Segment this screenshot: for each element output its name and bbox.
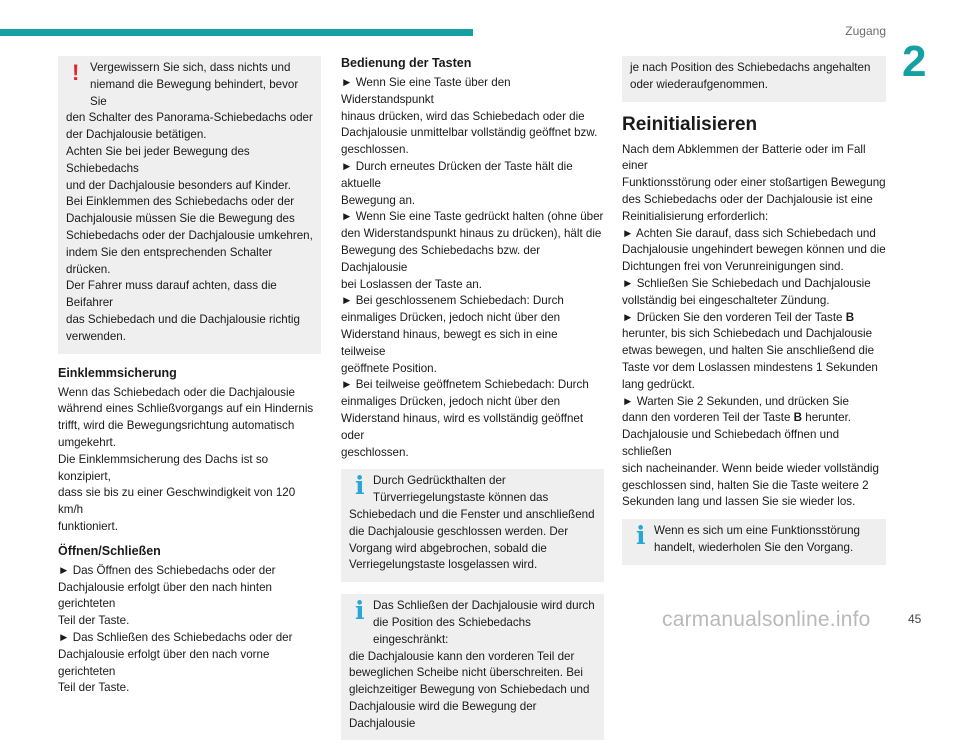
- column-middle: [341, 56, 604, 752]
- column-right: [622, 56, 886, 577]
- info-icon: i: [355, 596, 365, 626]
- heading-reinitialisieren: Reinitialisieren: [622, 113, 758, 135]
- paragraph-bedienung: ► Wenn Sie eine Taste über den Widerstandspunkt hinaus drücken, wird das Schiebedach oder die Dachjalousie unmittelbar vollständig geöffnet bzw. geschlossen. ► Durch erneutes Drücken der Taste hält die aktuelle Bewegung an. ► Wenn Sie eine Taste gedrückt halten (ohne über den Widerstandspunkt hinaus zu drücken), hält die Bewegung des Schiebedachs bzw. der Dachjalousie bei Loslassen der Taste an. ► Bei geschlossenem Schiebedach: Durch einmaliges Drücken, jedoch nicht über den Widerstand hinaus, bewegt es sich in eine teilweise geöffnete Position. ► Bei teilweise geöffnetem Schiebedach: Durch einmaliges Drücken, jedoch nicht über den Widerstand hinaus, wird es vollständig geöffnet oder geschlossen.: [341, 76, 604, 459]
- warning-note: [58, 56, 321, 354]
- info-note-continuation: [622, 56, 886, 102]
- heading-einklemmsicherung: Einklemmsicherung: [58, 365, 177, 380]
- paragraph-reinitialisieren: [622, 142, 886, 512]
- reinit-text-2: herunter, bis sich Schiebedach und Dachjalousie etwas bewegen, und halten Sie anschließend die Taste vor dem Loslassen mindestens 1 Sekunden lang gedrückt. ► Warten Sie 2 Sekunden, und drücken Sie dann den vorderen Teil der Taste: [622, 327, 878, 425]
- key-label-b: B: [793, 411, 803, 425]
- info-text: Wenn es sich um eine Funktionsstörung handelt, wiederholen Sie den Vorgang.: [654, 524, 861, 554]
- reinit-text-3: herunter. Dachjalousie und Schiebedach öffnen und schließen sich nacheinander. Wenn beide wieder vollständig geschlossen sind, halten Sie die Taste weitere 2 Sekunden lang und lassen Sie sie wieder los.: [622, 411, 879, 509]
- watermark: carmanualsonline.info: [662, 608, 871, 631]
- info-text: Schiebedach und die Fenster und anschließend die Dachjalousie geschlossen werden. Der Vorgang wird abgebrochen, sobald die Verriegelungstaste losgelassen wird.: [349, 507, 595, 572]
- info-text: die Dachjalousie kann den vorderen Teil der beweglichen Scheibe nicht überschreiten. Bei gleichzeitiger Bewegung von Schiebedach und Dachjalousie wird die Bewegung der Dachjalousie: [349, 649, 590, 730]
- heading-oeffnen-schliessen: Öffnen/Schließen: [58, 543, 161, 558]
- chapter-number: 2: [902, 37, 927, 86]
- column-left: [58, 56, 321, 705]
- page-number: 45: [908, 612, 922, 626]
- info-icon: i: [636, 521, 646, 551]
- header-accent-bar: [0, 29, 473, 36]
- info-text-continued: je nach Position des Schiebedachs angehalten oder wiederaufgenommen.: [630, 61, 871, 91]
- warning-icon: !: [72, 60, 80, 85]
- warning-text-lead: Vergewissern Sie sich, dass nichts und niemand die Bewegung behindert, bevor Sie: [90, 61, 299, 108]
- info-note-dachjalousie: [341, 594, 604, 740]
- info-note-funktionsstoerung: [622, 519, 886, 565]
- warning-text: den Schalter des Panorama-Schiebedachs oder der Dachjalousie betätigen. Achten Sie bei jeder Bewegung des Schiebedachs und der Dachjalousie besonders auf Kinder. Bei Einklemmen des Schiebedachs oder der Dachjalousie müssen Sie die Bewegung des Schiebedachs oder der Dachjalousie umkehren, indem Sie den entsprechenden Schalter drücken. Der Fahrer muss darauf achten, dass die Beifahrer das Schiebedach und die Dachjalousie richtig verwenden.: [66, 111, 313, 343]
- info-icon: i: [355, 471, 365, 501]
- key-label-b: B: [845, 310, 855, 324]
- info-text-lead: Das Schließen der Dachjalousie wird durch die Position des Schiebedachs eingeschränkt:: [373, 599, 595, 646]
- paragraph-einklemmsicherung: Wenn das Schiebedach oder die Dachjalousie während eines Schließvorgangs auf ein Hindernis trifft, wird die Bewegungsrichtung automatisch umgekehrt. Die Einklemmsicherung des Dachs ist so konzipiert, dass sie bis zu einer Geschwindigkeit von 120 km/h funktioniert.: [58, 385, 314, 533]
- section-title: Zugang: [845, 24, 886, 38]
- reinit-text-1: Nach dem Abklemmen der Batterie oder im Fall einer Funktionsstörung oder einer stoßartigen Bewegung des Schiebedachs oder der Dachjalousie ist eine Reinitialisierung erforderlich: ► Achten Sie darauf, dass sich Schiebedach und Dachjalousie ungehindert bewegen können und die Dichtungen frei von Verunreinigungen sind. ► Schließen Sie Schiebedach und Dachjalousie vollständig bei eingeschalteter Zündung. ► Drücken Sie den vorderen Teil der Taste: [622, 142, 886, 324]
- info-note-verriegelung: [341, 469, 604, 582]
- info-text-lead: Durch Gedrückthalten der Türverriegelungstaste können das: [373, 474, 549, 505]
- heading-bedienung: Bedienung der Tasten: [341, 56, 472, 70]
- paragraph-oeffnen-schliessen: ► Das Öffnen des Schiebedachs oder der Dachjalousie erfolgt über den nach hinten gerichteten Teil der Taste. ► Das Schließen des Schiebedachs oder der Dachjalousie erfolgt über den nach vorne gerichteten Teil der Taste.: [58, 563, 293, 695]
